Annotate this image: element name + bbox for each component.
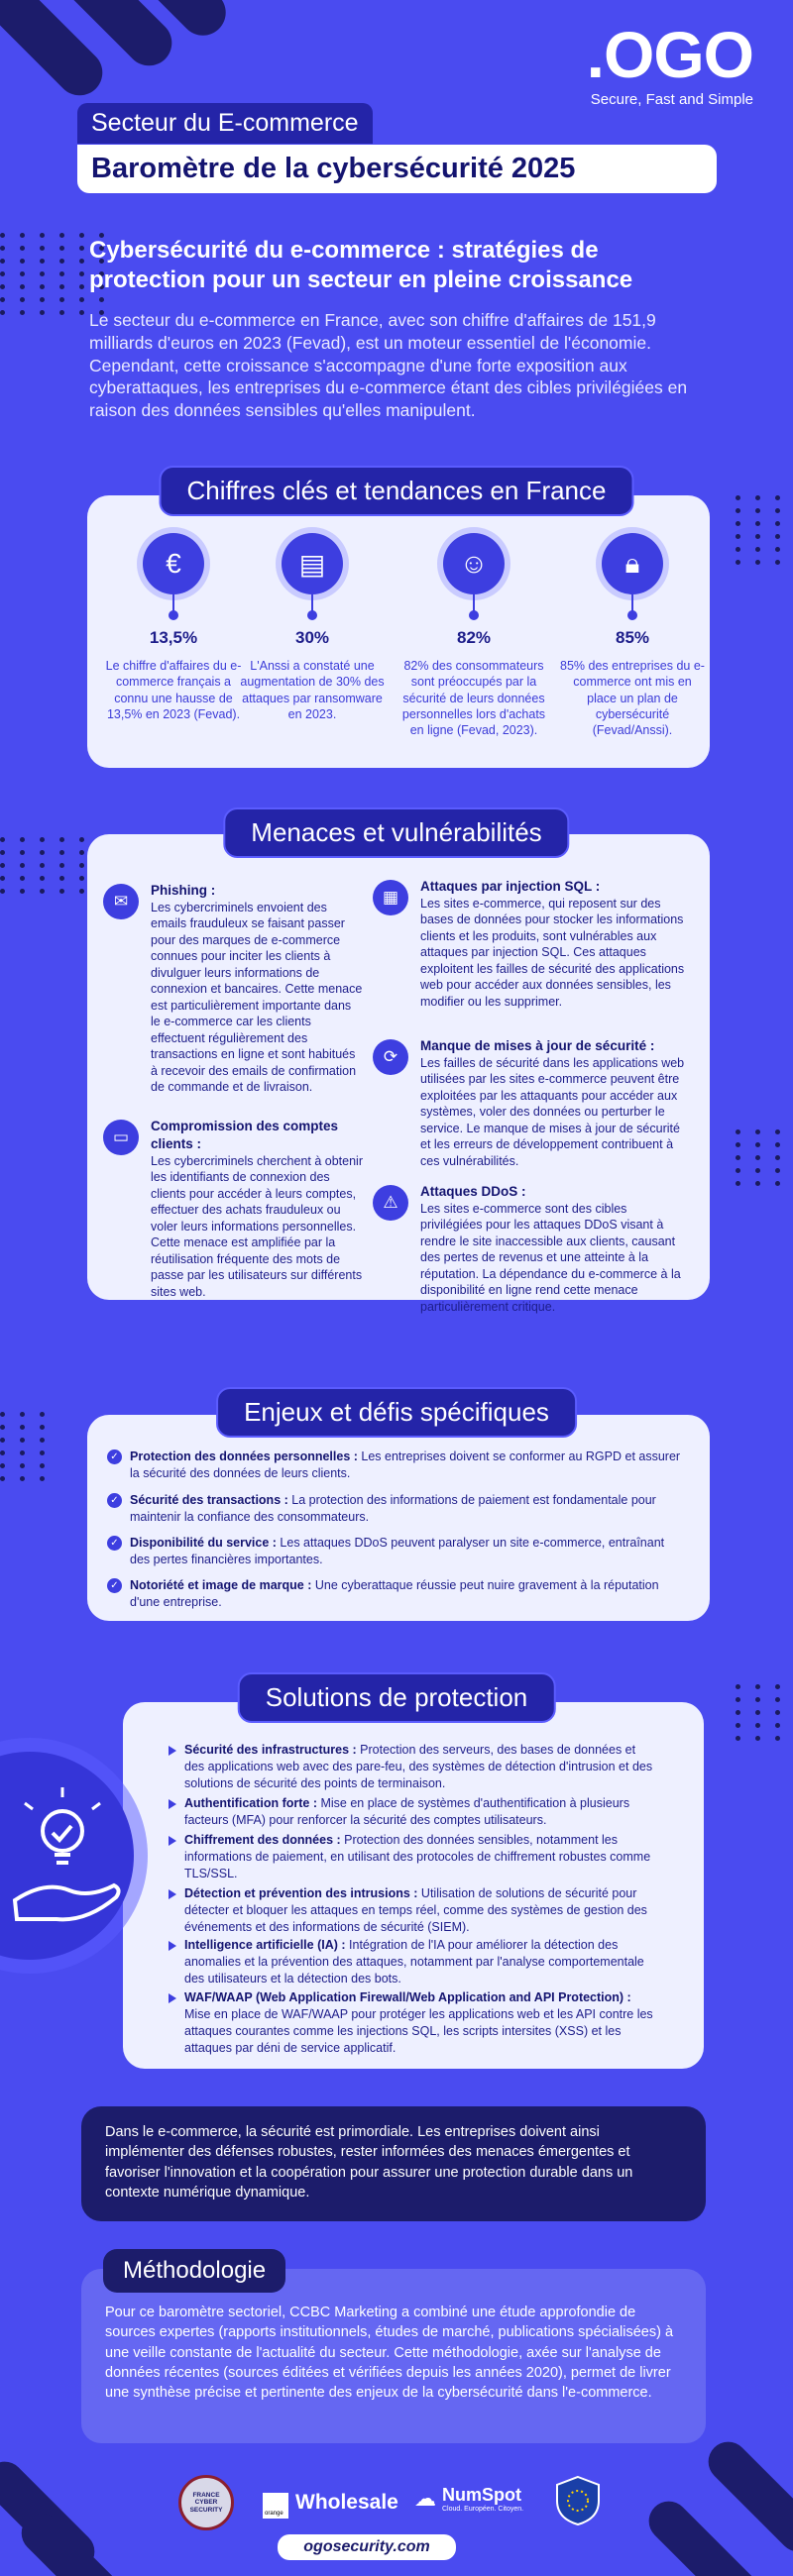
stat-value: 82% (456, 628, 492, 647)
brand-tagline: Secure, Fast and Simple (590, 91, 753, 108)
solution-item (169, 1885, 656, 1936)
issue-body: Les entreprises doivent se conformer au RGPD et assurer la sécurité des données de leurs clients. (130, 1449, 681, 1480)
dot-grid (736, 1684, 787, 1741)
issue-title: Sécurité des transactions : (130, 1493, 288, 1507)
wholesale-label: Wholesale (295, 2491, 398, 2514)
check-icon: ✓ (107, 1578, 122, 1593)
issue-body: Les attaques DDoS peuvent paralyser un site e-commerce, entraînant des pertes financières importantes. (130, 1536, 665, 1566)
solution-item (169, 1742, 656, 1792)
dot-grid (736, 495, 787, 565)
update-icon: ⟳ (373, 1039, 408, 1075)
threat-title: Phishing : (151, 883, 216, 898)
conclusion-text: Dans le e-commerce, la sécurité est primordiale. Les entreprises doivent ainsi implémenter des défenses robustes, rester informées des menaces émergentes et favoriser l'innovation et la coopération pour assurer une protection durable dans un contexte numérique dynamique. (105, 2124, 633, 2200)
brand-name: .OGO (586, 18, 753, 91)
conclusion-box (81, 2106, 706, 2221)
threat-body: Les cybercriminels cherchent à obtenir les identifiants de connexion des clients pour accéder à leurs comptes, effectuer des achats frauduleux ou voler leurs informations personnelles. Cette menace est amplifiée par la réutilisation fréquente des mots de passe par les utilisateurs sur différents sites web. (151, 1153, 363, 1299)
numspot-name: NumSpot (442, 2485, 521, 2505)
check-icon: ✓ (107, 1449, 122, 1464)
solution-body: Mise en place de systèmes d'authentification à plusieurs facteurs (MFA) pour renforcer la sécurité des comptes utilisateurs. (184, 1796, 630, 1827)
issues-section-title: Enjeux et défis spécifiques (216, 1387, 577, 1438)
check-icon: ✓ (107, 1493, 122, 1508)
stat-value: 30% (294, 628, 330, 647)
threat-title: Compromission des comptes clients : (151, 1119, 339, 1151)
decorative-stripe (13, 2505, 125, 2576)
threat-item (373, 1183, 688, 1315)
threats-section-title: Menaces et vulnérabilités (223, 807, 569, 858)
database-icon: ▦ (373, 880, 408, 915)
solution-title: Sécurité des infrastructures : (184, 1743, 357, 1757)
solutions-section-title: Solutions de protection (238, 1672, 556, 1723)
issue-item (107, 1577, 682, 1611)
stat-item (99, 533, 248, 722)
methodology-text: Pour ce baromètre sectoriel, CCBC Marketing a combiné une étude approfondie de sources expertes (rapports institutionnels, études de marché, publications spécialisées) à une veille constante de l'actualité du secteur. Cette méthodologie, axée sur l'analyse de données récentes (sources éditées et vérifiées depuis les années 2020), permet de livrer une synthèse précise et pertinente des enjeux de la cybersécurité dans l'e-commerce. (105, 2305, 674, 2402)
bullet-arrow-icon (169, 1889, 176, 1899)
solution-item (169, 1832, 656, 1882)
threat-body: Les sites e-commerce, qui reposent sur des bases de données pour stocker les informations clients et les produits, sont vulnérables aux attaques par injection SQL. Ces attaques exploitent les failles de sécurité des applications web pour accéder aux données sensibles, les modifier ou les supprimer. (420, 896, 685, 1009)
solution-body: Utilisation de solutions de sécurité pour détecter et bloquer les attaques en temps réel, comme des systèmes de gestion des événements et des informations de sécurité (SIEM). (184, 1886, 647, 1934)
threat-item (373, 878, 688, 1010)
orange-label: orange (265, 2511, 283, 2517)
brand-logo[interactable] (586, 18, 753, 108)
issue-body: Une cyberattaque réussie peut nuire gravement à la réputation d'une entreprise. (130, 1578, 659, 1609)
issue-body: La protection des informations de paiement est fondamentale pour maintenir la confiance des consommateurs. (130, 1493, 656, 1524)
methodology-title: Méthodologie (103, 2249, 285, 2293)
solution-item (169, 1989, 656, 2057)
threat-title: Attaques DDoS : (420, 1184, 526, 1199)
issue-title: Protection des données personnelles : (130, 1449, 358, 1463)
bullet-arrow-icon (169, 1799, 176, 1809)
methodology-box (81, 2269, 706, 2443)
issue-title: Disponibilité du service : (130, 1536, 277, 1550)
stats-section-title: Chiffres clés et tendances en France (160, 466, 634, 516)
stat-value: 85% (615, 628, 650, 647)
lock-icon: 🔒︎ (602, 533, 663, 594)
issue-title: Notoriété et image de marque : (130, 1578, 312, 1592)
solution-body: Mise en place de WAF/WAAP pour protéger les applications web et les API contre les attaques courantes comme les injections SQL, les scripts intersites (XSS) et les attaques par déni de service applicatif. (184, 2006, 653, 2055)
solution-item (169, 1795, 656, 1829)
email-icon: ✉ (103, 884, 139, 919)
bullet-arrow-icon (169, 1941, 176, 1951)
threat-title: Attaques par injection SQL : (420, 879, 601, 894)
euro-icon: € (143, 533, 204, 594)
stat-value: 13,5% (149, 628, 198, 647)
numspot-tagline: Cloud. Européen. Citoyen. (442, 2506, 524, 2513)
id-card-icon: ▭ (103, 1120, 139, 1155)
server-icon: ▤ (282, 533, 343, 594)
france-cyber-label: FRANCE CYBER SECURITY (189, 2492, 223, 2514)
solution-title: Détection et prévention des intrusions : (184, 1886, 418, 1900)
page-title: Baromètre de la cybersécurité 2025 (77, 145, 717, 193)
ddos-icon: ⚠ (373, 1185, 408, 1221)
stat-description: Le chiffre d'affaires du e-commerce français a connu une hausse de 13,5% en 2023 (Fevad). (105, 659, 242, 721)
stat-item (238, 533, 387, 722)
threat-body: Les cybercriminels envoient des emails frauduleux se faisant passer pour des marques de e-commerce connues pour inciter les clients à divulguer leurs informations de connexion et bancaires. Cette menace est particulièrement importante dans le e-commerce car les clients effectuent régulièrement des transactions en ligne et sont habitués à recevoir des emails de confirmation de commande et de livraison. (151, 900, 363, 1095)
user-shield-icon: ☺ (443, 533, 505, 594)
solution-item (169, 1937, 656, 1987)
eu-shield-logo (555, 2475, 601, 2526)
stat-description: 82% des consommateurs sont préoccupés par la sécurité de leurs données personnelles lors d'achats en ligne (Fevad, 2023). (401, 659, 546, 737)
solution-body: Protection des serveurs, des bases de données et des applications web avec des pare-feu, des systèmes de détection d'intrusion et des solutions de sécurité des points de terminaison. (184, 1743, 653, 1790)
bullet-arrow-icon (169, 1836, 176, 1846)
threat-body: Les failles de sécurité dans les applications web utilisées par les sites e-commerce peuvent être exploitées par les attaquants pour accéder aux systèmes, voler des données ou perturber le service. Le manque de mises à jour de sécurité et les erreurs de développement contribuent à ces vulnérabilités. (420, 1055, 685, 1168)
solution-title: WAF/WAAP (Web Application Firewall/Web Application and API Protection) : (184, 1990, 631, 2004)
solution-title: Authentification forte : (184, 1796, 318, 1810)
solution-title: Chiffrement des données : (184, 1833, 341, 1847)
stat-description: L'Anssi a constaté une augmentation de 30% des attaques par ransomware en 2023. (240, 659, 385, 721)
issue-item (107, 1492, 682, 1526)
website-link[interactable]: ogosecurity.com (278, 2534, 456, 2560)
bullet-arrow-icon (169, 1993, 176, 2003)
intro-heading: Cybersécurité du e-commerce : stratégies de protection pour un secteur en pleine croissance (89, 237, 633, 293)
issue-item (107, 1535, 682, 1568)
check-icon: ✓ (107, 1536, 122, 1551)
france-cyber-security-logo (178, 2475, 234, 2530)
solution-body: Protection des données sensibles, notamment les informations de paiement, en utilisant des protocoles de chiffrement robustes comme TLS/SSL. (184, 1833, 651, 1880)
solution-body: Intégration de l'IA pour améliorer la détection des anomalies et la prévention des attaques, notamment par l'analyse comportementale des utilisateurs et la détection des bots. (184, 1938, 644, 1986)
stat-item (399, 533, 548, 738)
issue-item (107, 1449, 682, 1482)
sector-label: Secteur du E-commerce (77, 103, 373, 144)
threat-item (103, 882, 363, 1096)
intro-body: Le secteur du e-commerce en France, avec son chiffre d'affaires de 151,9 milliards d'euros en 2023 (Fevad), est un moteur essentiel de l'économie. Cependant, cette croissance s'accompagne d'une forte exposition aux cyberattaques, les entreprises du e-commerce étant des cibles privilégiées en raison des données sensibles qu'elles manipulent. (89, 310, 688, 420)
threat-item (103, 1118, 363, 1300)
stat-item (558, 533, 707, 738)
threat-title: Manque de mises à jour de sécurité : (420, 1038, 655, 1053)
threat-item (373, 1037, 688, 1169)
numspot-logo (414, 2485, 523, 2513)
bulb-hand-illustration (0, 1752, 134, 1960)
stat-description: 85% des entreprises du e-commerce ont mis en place un plan de cybersécurité (Fevad/Anssi). (560, 659, 705, 737)
threat-body: Les sites e-commerce sont des cibles privilégiées pour les attaques DDoS visant à rendre le site inaccessible aux clients, causant des pertes de revenus et une atteinte à la réputation. La dépendance du e-commerce à la disponibilité en ligne rend cette menace particulièrement critique. (420, 1201, 681, 1314)
dot-grid (0, 1412, 52, 1481)
orange-logo (263, 2493, 288, 2519)
bullet-arrow-icon (169, 1746, 176, 1756)
solution-title: Intelligence artificielle (IA) : (184, 1938, 346, 1952)
cloud-icon: ☁ (414, 2486, 436, 2511)
dot-grid (736, 1129, 787, 1186)
